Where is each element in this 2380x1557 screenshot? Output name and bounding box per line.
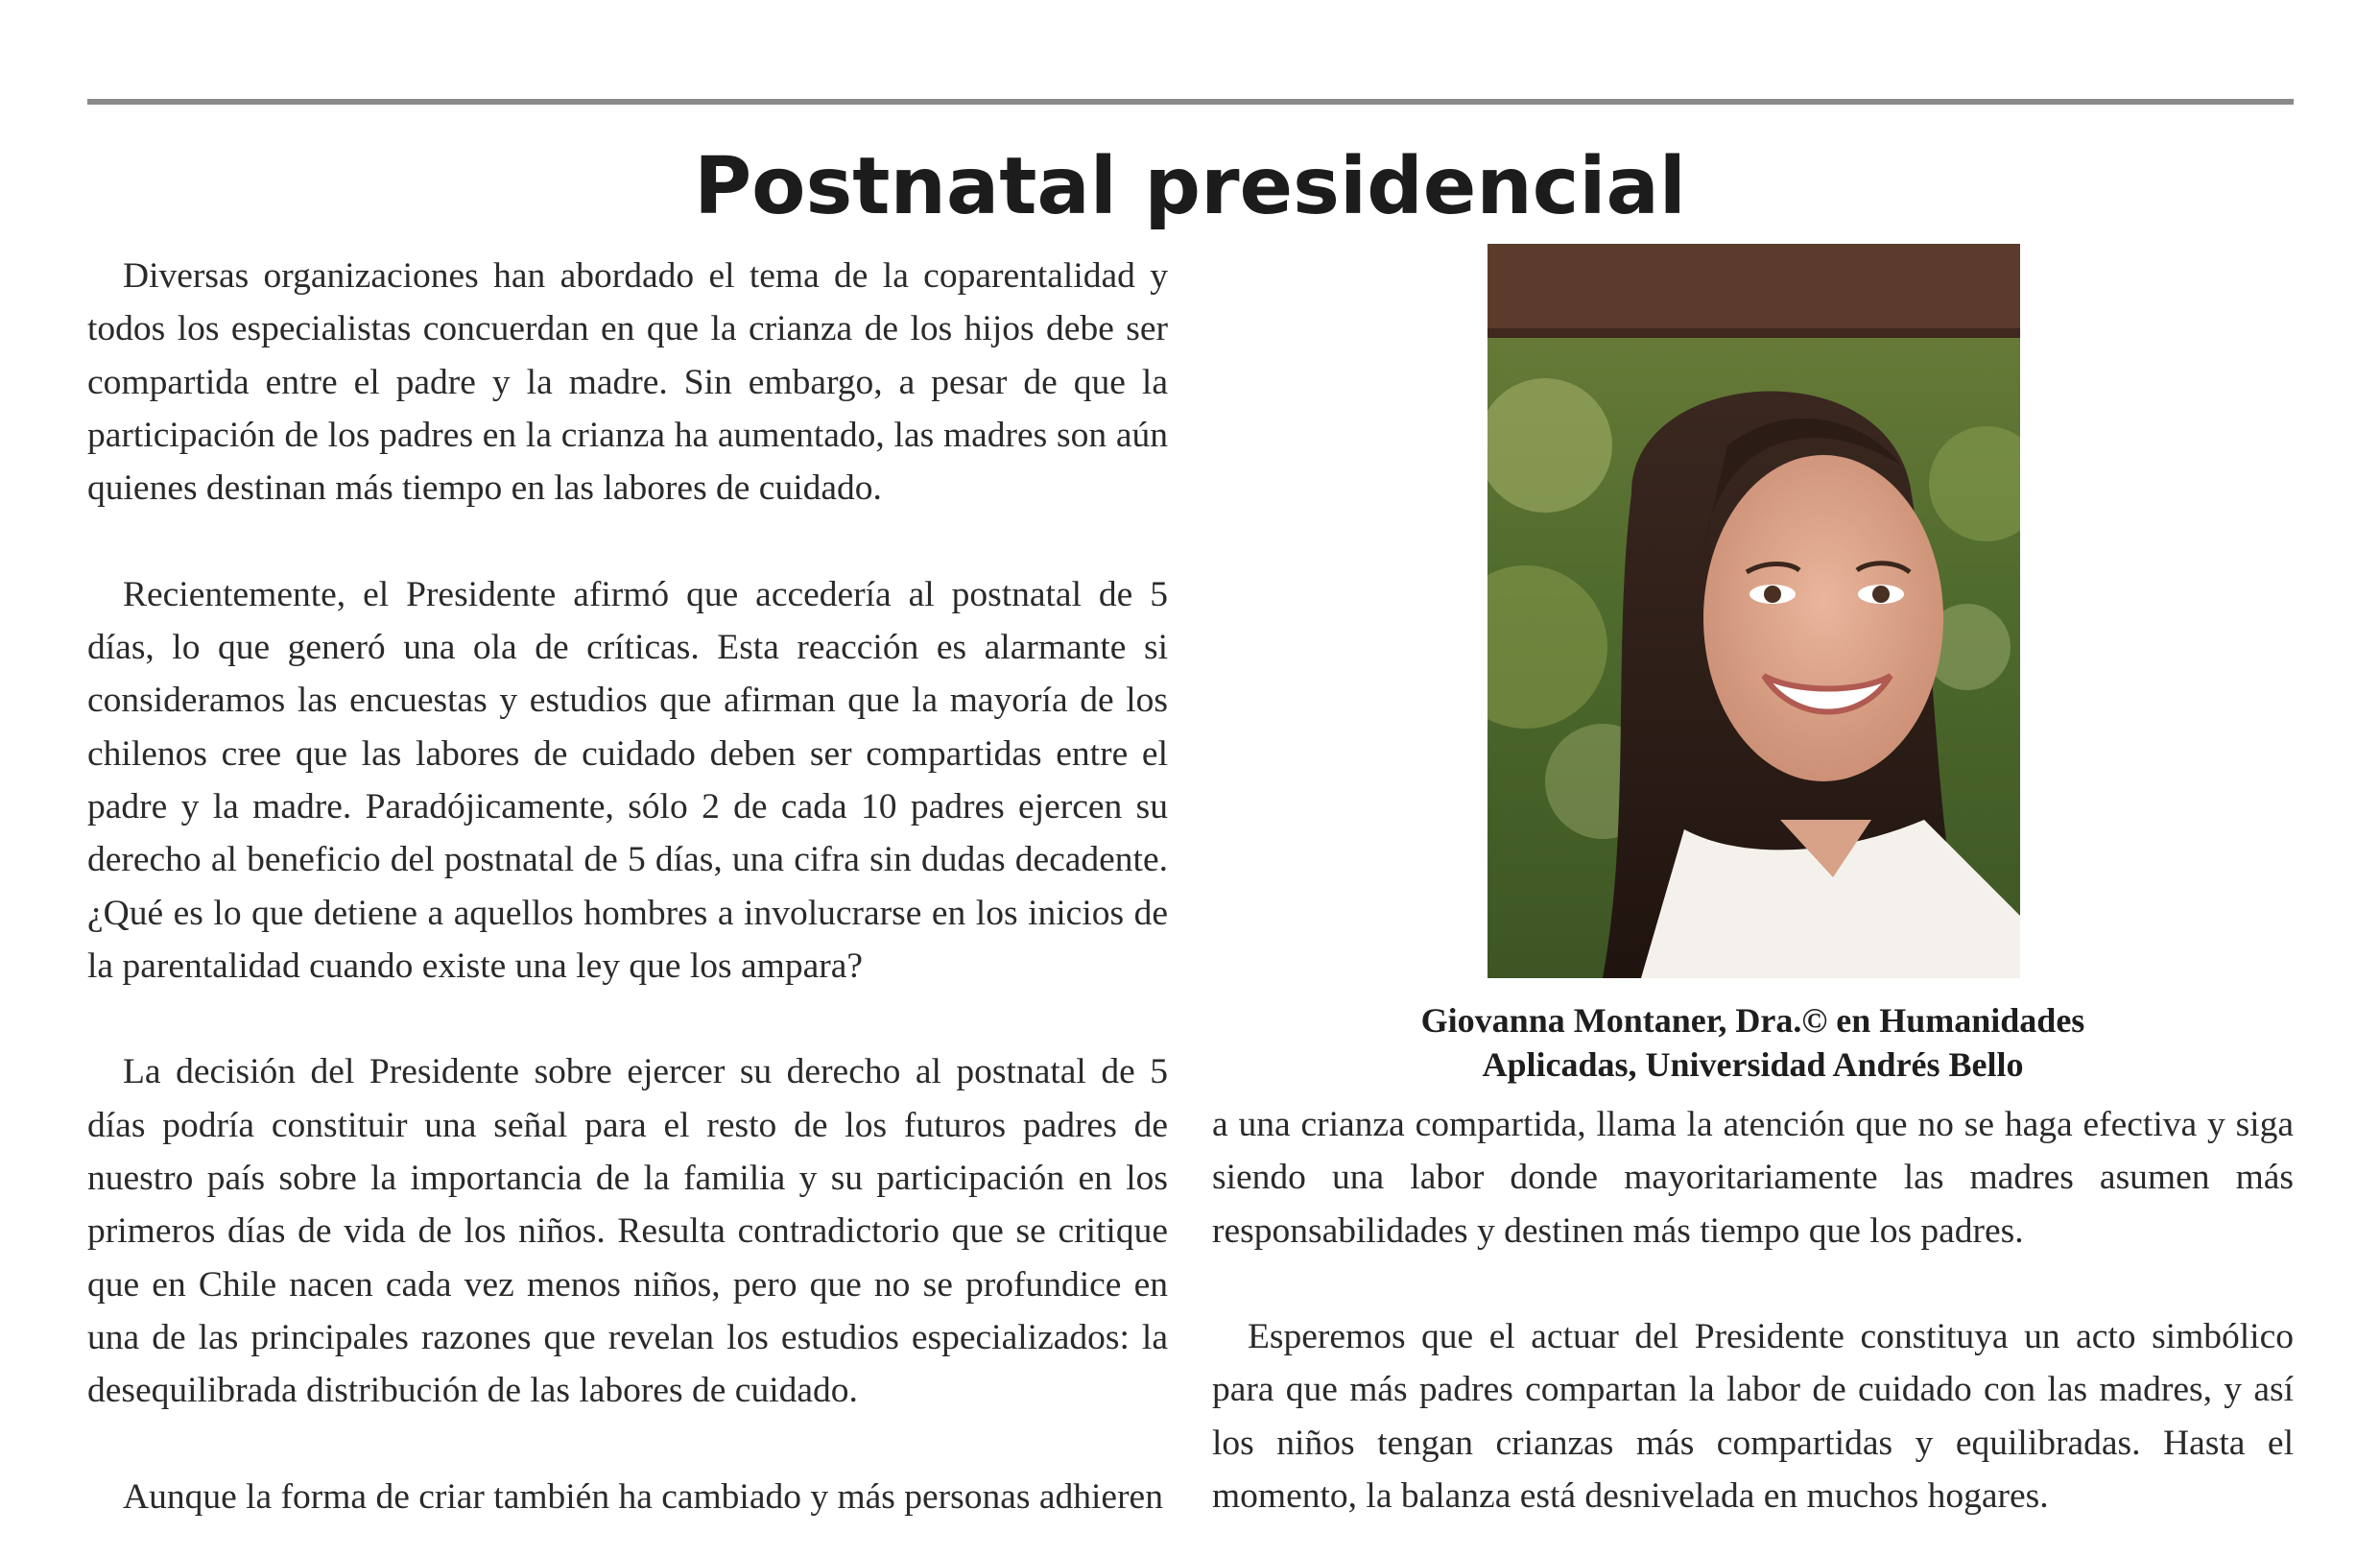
article-paragraph: a una crianza compartida, llama la atención que no se haga efectiva y siga siendo una labor donde mayoritariamente las madres asumen más responsabilidades y destinen más tiempo que los padres. — [1212, 1105, 2294, 1251]
article-paragraph: Recientemente, el Presidente afirmó que accedería al postnatal de 5 días, lo que generó una ola de críticas. Esta reacción es alarmante si consideramos las encuestas y estudios que afirman que la mayoría de los chilenos cree que las labores de cuidado deben ser compartidas entre el padre y la madre. Paradójicamente, sólo 2 de cada 10 padres ejercen su derecho al beneficio del postnatal de 5 días, una cifra sin dudas decadente. ¿Qué es lo que detiene a aquellos hombres a involucrarse en los inicios de la parentalidad cuando existe una ley que los ampara? — [87, 574, 1168, 986]
article-paragraph: Diversas organizaciones han abordado el tema de la coparentalidad y todos los especialistas concuerdan en que la crianza de los hijos debe ser compartida entre el padre y la madre. Sin embargo, a pesar de que la participación de los padres en la crianza ha aumentado, las madres son aún quienes destinan más tiempo en las labores de cuidado. — [87, 256, 1168, 509]
article-paragraph: Esperemos que el actuar del Presidente constituya un acto simbólico para que más padres compartan la labor de cuidado con las madres, y así los niños tengan crianzas más compartidas y equilibradas. Hasta el momento, la balanza está desnivelada en muchos hogares. — [1212, 1317, 2294, 1517]
author-photo — [1488, 244, 2020, 978]
caption-line: Giovanna Montaner, Dra.© en Humanidades — [1420, 1001, 2085, 1040]
caption-line: Aplicadas, Universidad Andrés Bello — [1482, 1045, 2024, 1084]
article-paragraph: Aunque la forma de criar también ha cambiado y más personas adhieren — [123, 1476, 1163, 1517]
article-right-column — [1212, 1098, 2294, 1522]
top-rule — [87, 99, 2294, 105]
article-paragraph: La decisión del Presidente sobre ejercer su derecho al postnatal de 5 días podría constituir una señal para el resto de los futuros padres de nuestro país sobre la importancia de la familia y su participación en los primeros días de vida de los niños. Resulta contradictorio que se critique que en Chile nacen cada vez menos niños, pero que no se profundice en una de las principales razones que revelan los estudios especializados: la desequilibrada distribución de las labores de cuidado. — [87, 1052, 1168, 1411]
photo-caption — [1212, 998, 2294, 1087]
article-title: Postnatal presidencial — [694, 141, 1686, 232]
article-left-column — [87, 250, 1168, 1523]
